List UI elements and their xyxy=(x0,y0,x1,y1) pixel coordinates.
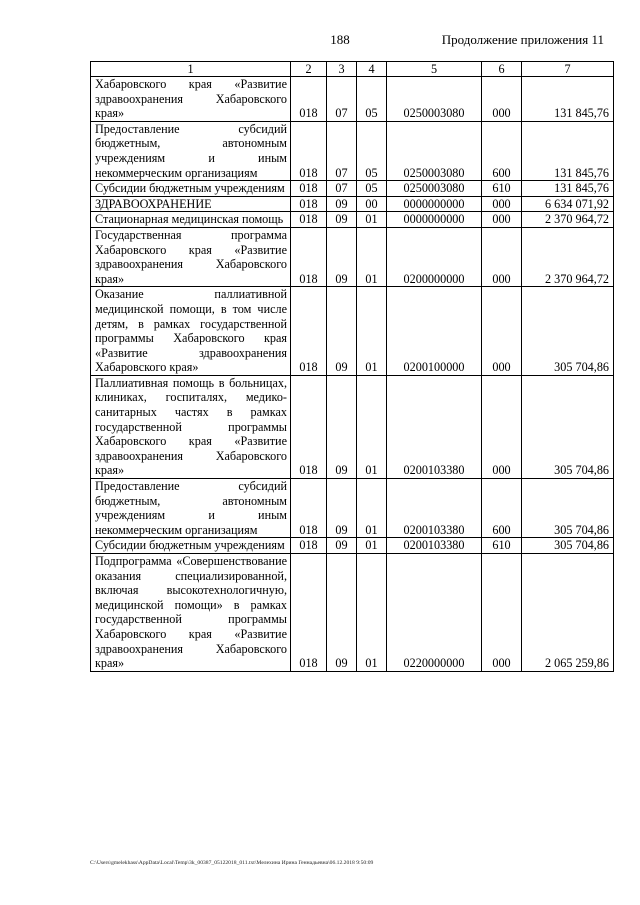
cell-target-article: 0200103380 xyxy=(387,538,482,554)
cell-ministry-code: 018 xyxy=(291,212,327,228)
cell-section-code: 09 xyxy=(327,287,357,376)
cell-target-article: 0200103380 xyxy=(387,479,482,538)
cell-name: Предоставление субсидий бюджетным, автономным учреждениям и иным некоммерческим организациям xyxy=(91,121,291,180)
cell-amount: 305 704,86 xyxy=(522,538,614,554)
table-row xyxy=(91,181,614,197)
cell-ministry-code: 018 xyxy=(291,538,327,554)
column-number-row xyxy=(91,62,614,77)
cell-name: Оказание паллиативной медицинской помощи, в том числе детям, в рамках государственной программы Хабаровского края «Развитие здравоохранения Хабаровского края» xyxy=(91,287,291,376)
cell-name: Паллиативная помощь в больницах, клиниках, госпиталях, медико-санитарных частях в рамках государственной программы Хабаровского края «Развитие здравоохранения Хабаровского края» xyxy=(91,375,291,478)
cell-section-code: 07 xyxy=(327,121,357,180)
cell-amount: 305 704,86 xyxy=(522,287,614,376)
cell-ministry-code: 018 xyxy=(291,479,327,538)
cell-subsection-code: 05 xyxy=(357,181,387,197)
column-number: 5 xyxy=(387,62,482,77)
table-body xyxy=(91,77,614,672)
cell-target-article: 0200103380 xyxy=(387,375,482,478)
column-number: 4 xyxy=(357,62,387,77)
table-row xyxy=(91,227,614,286)
cell-subsection-code: 01 xyxy=(357,212,387,228)
cell-target-article: 0000000000 xyxy=(387,196,482,212)
cell-target-article: 0250003080 xyxy=(387,181,482,197)
table-row xyxy=(91,121,614,180)
table-row xyxy=(91,212,614,228)
cell-ministry-code: 018 xyxy=(291,77,327,122)
cell-name: Субсидии бюджетным учреждениям xyxy=(91,538,291,554)
cell-ministry-code: 018 xyxy=(291,121,327,180)
column-number: 6 xyxy=(482,62,522,77)
cell-section-code: 09 xyxy=(327,212,357,228)
cell-section-code: 09 xyxy=(327,196,357,212)
cell-expense-type: 000 xyxy=(482,77,522,122)
table-row xyxy=(91,554,614,672)
cell-section-code: 09 xyxy=(327,375,357,478)
cell-subsection-code: 01 xyxy=(357,538,387,554)
cell-ministry-code: 018 xyxy=(291,196,327,212)
cell-ministry-code: 018 xyxy=(291,554,327,672)
table-row xyxy=(91,77,614,122)
cell-name: Стационарная медицинская помощь xyxy=(91,212,291,228)
cell-expense-type: 600 xyxy=(482,121,522,180)
cell-target-article: 0200000000 xyxy=(387,227,482,286)
cell-section-code: 07 xyxy=(327,77,357,122)
cell-ministry-code: 018 xyxy=(291,227,327,286)
table-row xyxy=(91,479,614,538)
cell-amount: 131 845,76 xyxy=(522,77,614,122)
cell-subsection-code: 05 xyxy=(357,77,387,122)
cell-section-code: 09 xyxy=(327,538,357,554)
cell-subsection-code: 05 xyxy=(357,121,387,180)
cell-subsection-code: 01 xyxy=(357,479,387,538)
cell-amount: 305 704,86 xyxy=(522,375,614,478)
cell-subsection-code: 01 xyxy=(357,287,387,376)
cell-amount: 6 634 071,92 xyxy=(522,196,614,212)
cell-ministry-code: 018 xyxy=(291,181,327,197)
footer-file-path: C:\Users\gmelekhass\AppData\Local\Temp\3k_00387_05122018_011.txt\Мелехина Ирина Геннадьевна\06.12.2018 9:50:09 xyxy=(90,860,374,866)
cell-expense-type: 600 xyxy=(482,479,522,538)
column-number: 7 xyxy=(522,62,614,77)
budget-table xyxy=(90,61,614,672)
cell-subsection-code: 01 xyxy=(357,227,387,286)
cell-section-code: 09 xyxy=(327,227,357,286)
cell-ministry-code: 018 xyxy=(291,375,327,478)
continuation-label: Продолжение приложения 11 xyxy=(441,32,604,47)
table-row xyxy=(91,196,614,212)
cell-expense-type: 000 xyxy=(482,287,522,376)
cell-expense-type: 610 xyxy=(482,181,522,197)
cell-subsection-code: 01 xyxy=(357,375,387,478)
cell-expense-type: 610 xyxy=(482,538,522,554)
cell-section-code: 09 xyxy=(327,554,357,672)
cell-target-article: 0220000000 xyxy=(387,554,482,672)
cell-section-code: 07 xyxy=(327,181,357,197)
cell-amount: 305 704,86 xyxy=(522,479,614,538)
column-number: 2 xyxy=(291,62,327,77)
page-number: 188 xyxy=(330,32,350,47)
cell-subsection-code: 01 xyxy=(357,554,387,672)
cell-amount: 2 065 259,86 xyxy=(522,554,614,672)
cell-target-article: 0200100000 xyxy=(387,287,482,376)
cell-section-code: 09 xyxy=(327,479,357,538)
cell-name: Хабаровского края «Развитие здравоохранения Хабаровского края» xyxy=(91,77,291,122)
cell-target-article: 0250003080 xyxy=(387,121,482,180)
cell-subsection-code: 00 xyxy=(357,196,387,212)
cell-expense-type: 000 xyxy=(482,227,522,286)
cell-amount: 2 370 964,72 xyxy=(522,227,614,286)
cell-expense-type: 000 xyxy=(482,196,522,212)
table-row xyxy=(91,287,614,376)
cell-amount: 131 845,76 xyxy=(522,121,614,180)
cell-name: Государственная программа Хабаровского края «Развитие здравоохранения Хабаровского края» xyxy=(91,227,291,286)
cell-expense-type: 000 xyxy=(482,375,522,478)
cell-amount: 2 370 964,72 xyxy=(522,212,614,228)
table-row xyxy=(91,538,614,554)
column-number: 1 xyxy=(91,62,291,77)
column-number: 3 xyxy=(327,62,357,77)
cell-expense-type: 000 xyxy=(482,554,522,672)
cell-ministry-code: 018 xyxy=(291,287,327,376)
cell-amount: 131 845,76 xyxy=(522,181,614,197)
cell-expense-type: 000 xyxy=(482,212,522,228)
cell-target-article: 0000000000 xyxy=(387,212,482,228)
cell-name: ЗДРАВООХРАНЕНИЕ xyxy=(91,196,291,212)
table-header xyxy=(91,62,614,77)
cell-name: Подпрограмма «Совершенствование оказания специализированной, включая высокотехнологичную, медицинской помощи» в рамках государственной программы Хабаровского края «Развитие здравоохранения Хабаровского края» xyxy=(91,554,291,672)
cell-name: Субсидии бюджетным учреждениям xyxy=(91,181,291,197)
table-row xyxy=(91,375,614,478)
cell-target-article: 0250003080 xyxy=(387,77,482,122)
cell-name: Предоставление субсидий бюджетным, автономным учреждениям и иным некоммерческим организациям xyxy=(91,479,291,538)
